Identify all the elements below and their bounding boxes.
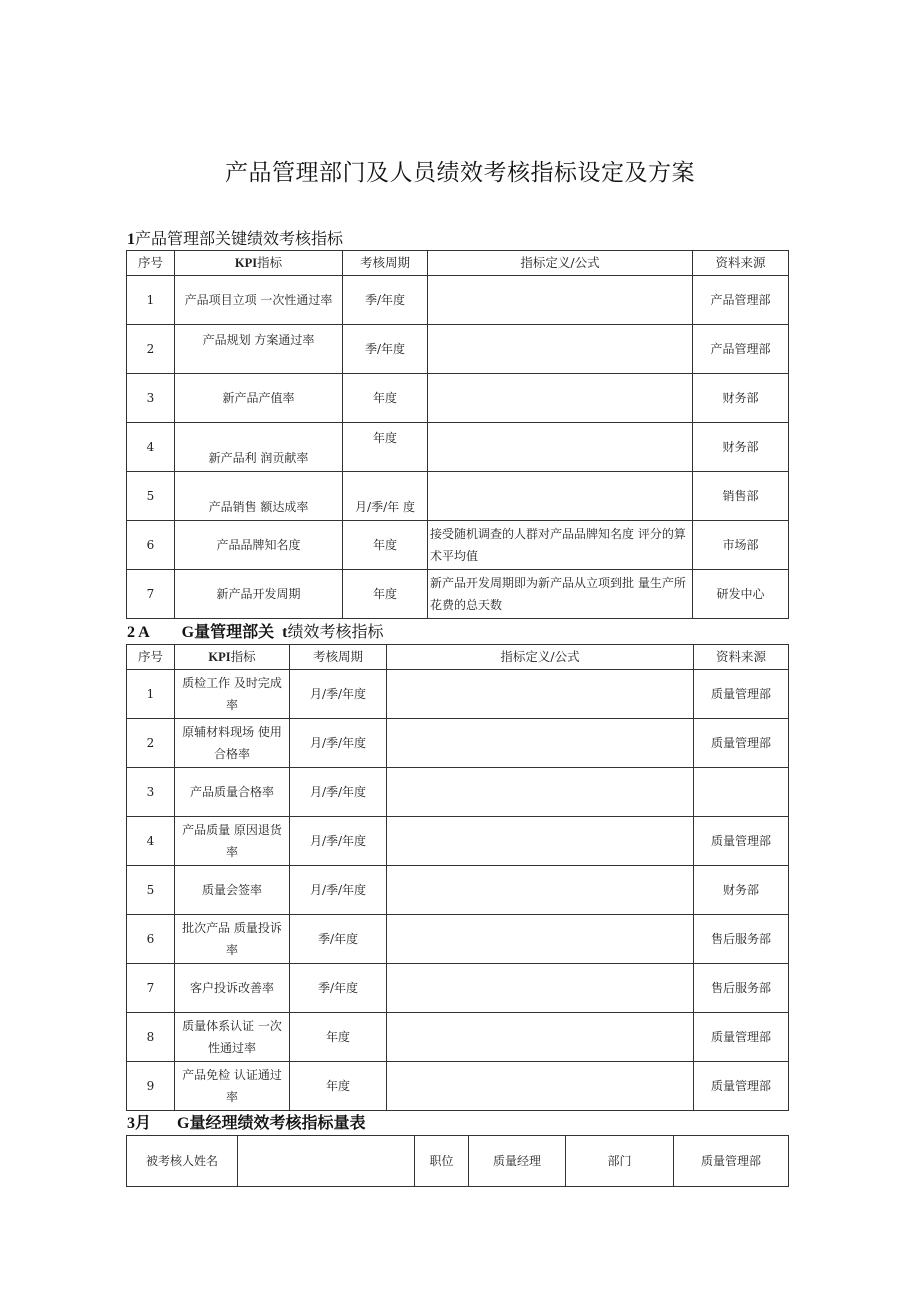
row-no: 4 [127,817,175,866]
row-source: 市场部 [693,521,789,570]
section2-number: 2 A [127,624,150,641]
table-row [127,423,789,472]
row-source: 售后服务部 [694,915,789,964]
row-source: 售后服务部 [694,964,789,1013]
row-period: 年度 [343,423,428,472]
document-title: 产品管理部门及人员绩效考核指标设定及方案 [225,160,695,186]
row-period: 季/年度 [290,915,387,964]
table-header-row [127,251,789,276]
row-kpi: 产品质量 原因退货率 [175,817,290,866]
header-definition: 指标定义/公式 [387,645,694,670]
employee-name-label: 被考核人姓名 [127,1136,238,1187]
header-kpi-text: KPI [234,256,258,270]
row-period: 季/年度 [343,325,428,374]
row-no: 5 [127,472,175,521]
row-period: 月/季/年度 [290,768,387,817]
row-period: 年度 [290,1013,387,1062]
row-definition [387,719,694,768]
row-source: 质量管理部 [694,1013,789,1062]
row-no: 1 [127,276,175,325]
position-value: 质量经理 [469,1136,566,1187]
section1-kpi-table [126,250,789,619]
row-no: 3 [127,374,175,423]
row-period: 月/季/年度 [290,670,387,719]
row-no: 6 [127,915,175,964]
section1-heading [127,229,343,250]
section2-title-b: t [282,624,288,641]
table-row [127,325,789,374]
header-definition: 指标定义/公式 [428,251,693,276]
row-kpi: 新产品利 润贡献率 [175,423,343,472]
row-source: 财务部 [693,423,789,472]
row-definition [428,374,693,423]
section2-title-c: 绩效考核指标 [287,622,384,641]
row-source: 质量管理部 [694,817,789,866]
row-no: 2 [127,719,175,768]
table-row [127,1062,789,1111]
section3-number: 3月 [127,1115,152,1132]
table-header-row [127,645,789,670]
row-source: 销售部 [693,472,789,521]
row-no: 9 [127,1062,175,1111]
table-row [127,1136,789,1187]
row-definition [387,670,694,719]
row-kpi: 批次产品 质量投诉率 [175,915,290,964]
row-source: 财务部 [694,866,789,915]
header-no: 序号 [127,645,175,670]
table-row [127,472,789,521]
row-kpi: 质检工作 及时完成率 [175,670,290,719]
row-no: 6 [127,521,175,570]
row-definition [428,325,693,374]
section2-kpi-table [126,644,789,1111]
header-source: 资料来源 [693,251,789,276]
row-no: 2 [127,325,175,374]
table-row [127,768,789,817]
row-definition [387,817,694,866]
row-no: 8 [127,1013,175,1062]
row-source: 质量管理部 [694,1062,789,1111]
row-definition: 接受随机调查的人群对产品品牌知名度 评分的算术平均值 [428,521,693,570]
row-definition [387,768,694,817]
table-row [127,374,789,423]
table-row [127,866,789,915]
row-kpi: 质量会签率 [175,866,290,915]
department-value: 质量管理部 [674,1136,789,1187]
row-kpi: 新产品产值率 [175,374,343,423]
section2-heading [127,622,383,643]
section1-title: 产品管理部关键绩效考核指标 [135,229,344,248]
row-period: 年度 [290,1062,387,1111]
section1-number: 1 [127,231,135,248]
table-row [127,1013,789,1062]
row-kpi: 产品项目立项 一次性通过率 [175,276,343,325]
table-row [127,817,789,866]
row-source [694,768,789,817]
table-row [127,521,789,570]
row-no: 7 [127,964,175,1013]
row-definition [428,423,693,472]
row-kpi: 产品免检 认证通过率 [175,1062,290,1111]
row-source: 质量管理部 [694,719,789,768]
header-source: 资料来源 [694,645,789,670]
header-kpi [175,645,290,670]
row-period: 季/年度 [343,276,428,325]
table-row [127,570,789,619]
row-kpi: 产品销售 额达成率 [175,472,343,521]
row-period: 年度 [343,374,428,423]
position-label: 职位 [415,1136,469,1187]
header-indicator-text: 指标 [230,649,256,664]
section3-manager-table [126,1135,789,1187]
row-source: 财务部 [693,374,789,423]
row-source: 质量管理部 [694,670,789,719]
row-period: 月/季/年度 [290,866,387,915]
row-no: 1 [127,670,175,719]
table-row [127,964,789,1013]
header-period: 考核周期 [290,645,387,670]
row-kpi: 产品规划 方案通过率 [175,325,343,374]
header-kpi-text: KPI [208,650,231,664]
row-kpi: 质量体系认证 一次性通过率 [175,1013,290,1062]
row-period: 季/年度 [290,964,387,1013]
table-row [127,670,789,719]
row-definition [387,1013,694,1062]
row-definition [428,276,693,325]
table-row [127,276,789,325]
section2-title-a: G量管理部关 [181,624,275,641]
row-definition [428,472,693,521]
section3-title: G量经理绩效考核指标量表 [177,1115,366,1132]
row-kpi: 客户投诉改善率 [175,964,290,1013]
row-no: 7 [127,570,175,619]
row-no: 5 [127,866,175,915]
row-period: 月/季/年度 [290,719,387,768]
row-definition [387,915,694,964]
header-kpi [175,251,343,276]
row-kpi: 新产品开发周期 [175,570,343,619]
row-no: 4 [127,423,175,472]
employee-name-value [238,1136,415,1187]
row-period: 月/季/年度 [290,817,387,866]
row-period: 年度 [343,521,428,570]
row-source: 研发中心 [693,570,789,619]
row-period: 年度 [343,570,428,619]
table-row [127,915,789,964]
header-indicator-text: 指标 [257,255,283,270]
row-source: 产品管理部 [693,325,789,374]
table-row [127,719,789,768]
row-no: 3 [127,768,175,817]
row-period: 月/季/年 度 [343,472,428,521]
section3-heading [127,1113,365,1134]
row-kpi: 原辅材料现场 使用合格率 [175,719,290,768]
row-source: 产品管理部 [693,276,789,325]
row-definition: 新产品开发周期即为新产品从立项到批 量生产所花费的总天数 [428,570,693,619]
row-definition [387,964,694,1013]
department-label: 部门 [566,1136,674,1187]
row-definition [387,1062,694,1111]
header-no: 序号 [127,251,175,276]
header-period: 考核周期 [343,251,428,276]
row-definition [387,866,694,915]
row-kpi: 产品质量合格率 [175,768,290,817]
row-kpi: 产品品牌知名度 [175,521,343,570]
